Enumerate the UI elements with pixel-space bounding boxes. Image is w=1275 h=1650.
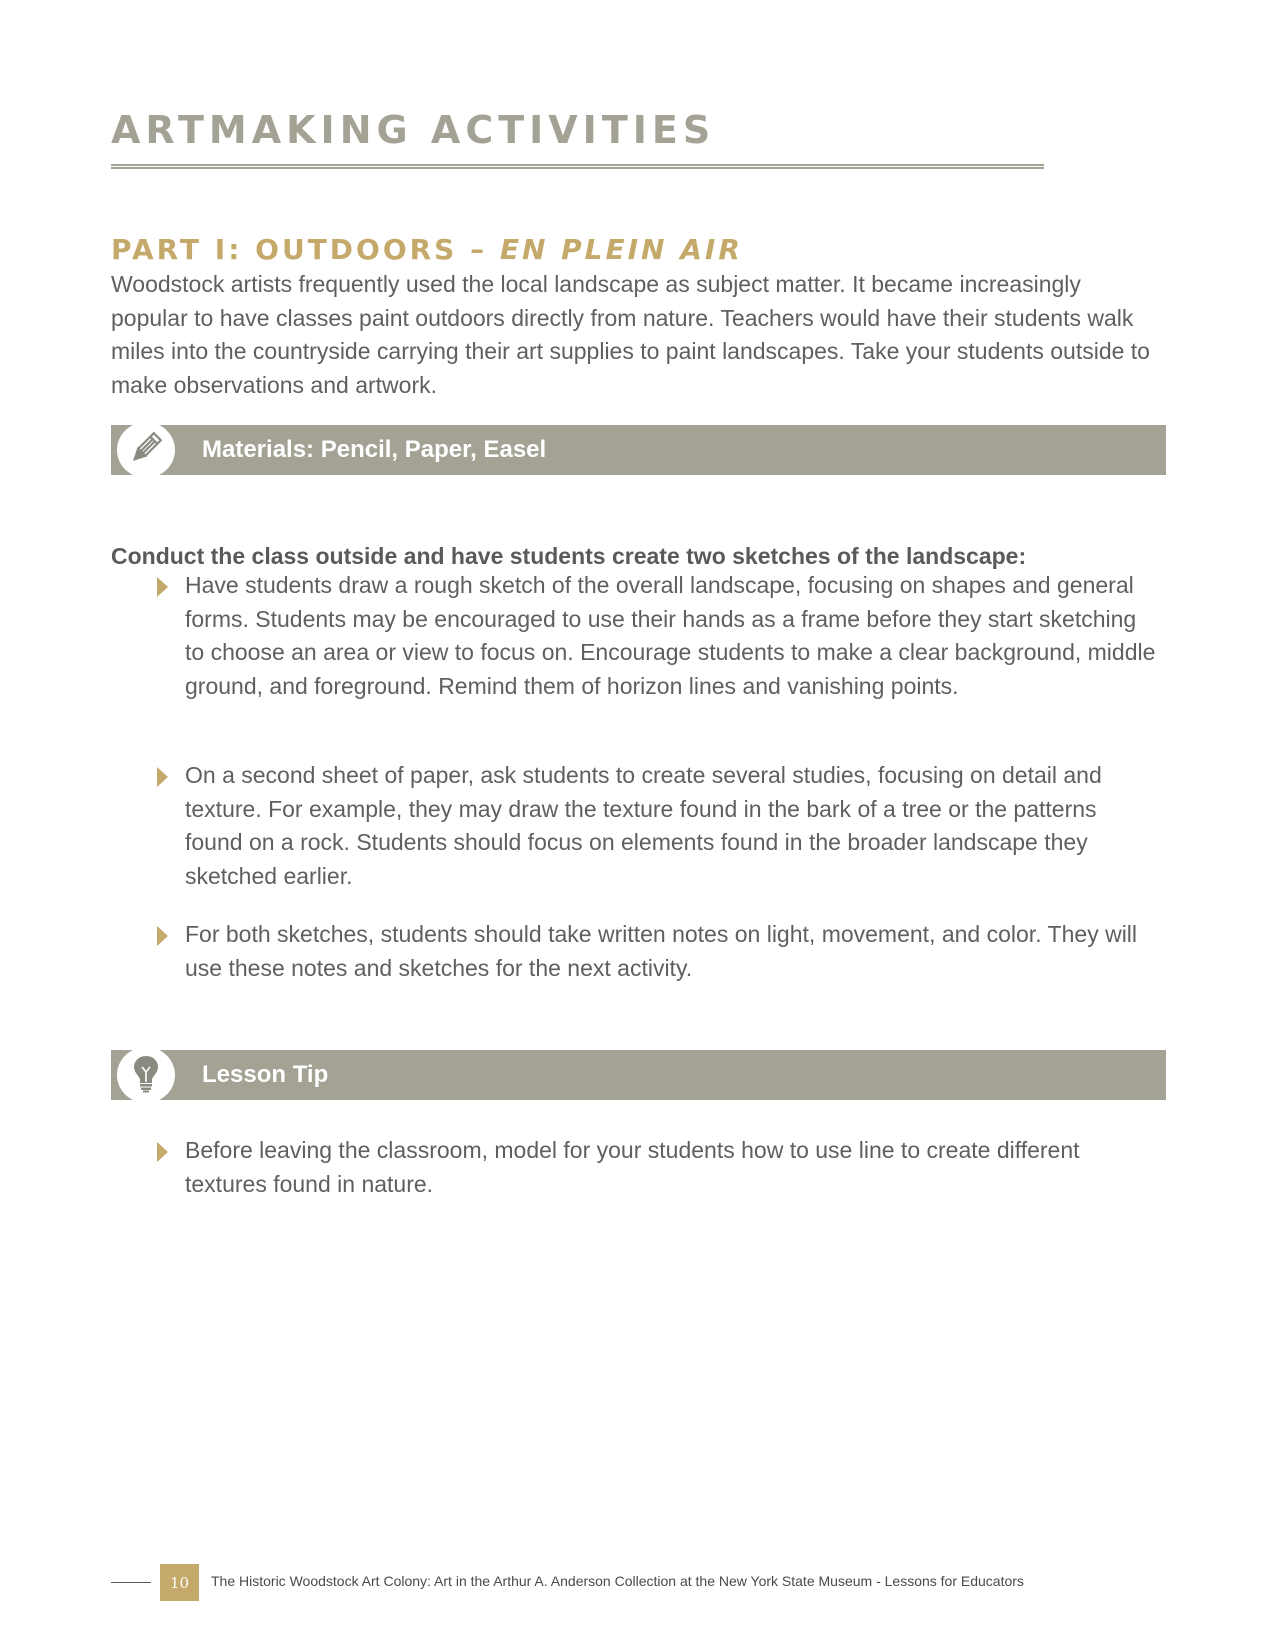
list-item (185, 569, 1160, 703)
footer-text: The Historic Woodstock Art Colony: Art in the Arthur A. Anderson Collection at the New York State Museum - Lessons for Educators (211, 1573, 1024, 1589)
list-item (185, 759, 1160, 893)
materials-banner (111, 425, 1166, 475)
instructions-lead: Conduct the class outside and have students create two sketches of the landscape: (111, 543, 1027, 569)
lesson-tip-banner (111, 1050, 1166, 1100)
bullet-arrow-icon (157, 577, 168, 597)
list-item-text: On a second sheet of paper, ask students to create several studies, focusing on detail and texture. For example, they may draw the texture found in the bark of a tree or the patterns found on a rock. Students should focus on elements found in the broader landscape they sketched earlier. (185, 762, 1102, 889)
section-heading-prefix: PART I: OUTDOORS – (111, 233, 500, 266)
materials-label: Materials: Pencil, Paper, Easel (202, 436, 547, 463)
list-item (185, 918, 1160, 985)
bullet-arrow-icon (157, 767, 168, 787)
materials-icon-badge (117, 422, 175, 478)
lesson-tip-label: Lesson Tip (202, 1061, 329, 1088)
bullet-arrow-icon (157, 926, 168, 946)
list-item-text: Before leaving the classroom, model for your students how to use line to create different textures found in nature. (185, 1137, 1080, 1197)
list-item-text: For both sketches, students should take written notes on light, movement, and color. They will use these notes and sketches for the next activity. (185, 921, 1138, 981)
list-item-text: Have students draw a rough sketch of the overall landscape, focusing on shapes and general forms. Students may be encouraged to use their hands as a frame before they start sketching to choose an area or view to focus on. Encourage students to make a clear background, middle ground, and foreground. Remind them of horizon lines and vanishing points. (185, 572, 1156, 699)
title-divider (111, 164, 1044, 169)
footer-rule (111, 1582, 151, 1583)
page-title: ARTMAKING ACTIVITIES (111, 108, 716, 152)
bullet-arrow-icon (157, 1142, 168, 1162)
tip-icon-badge (117, 1047, 175, 1103)
pencil-icon (127, 429, 165, 472)
page-number: 10 (160, 1564, 199, 1601)
intro-paragraph: Woodstock artists frequently used the local landscape as subject matter. It became increasingly popular to have classes paint outdoors directly from nature. Teachers would have their students walk miles into the countryside carrying their art supplies to paint landscapes. Take your students outside to make observations and artwork. (111, 271, 1150, 398)
section-heading (111, 233, 743, 266)
list-item (185, 1134, 1160, 1201)
section-heading-emphasis: EN PLEIN AIR (499, 233, 743, 266)
lightbulb-icon (129, 1053, 163, 1098)
